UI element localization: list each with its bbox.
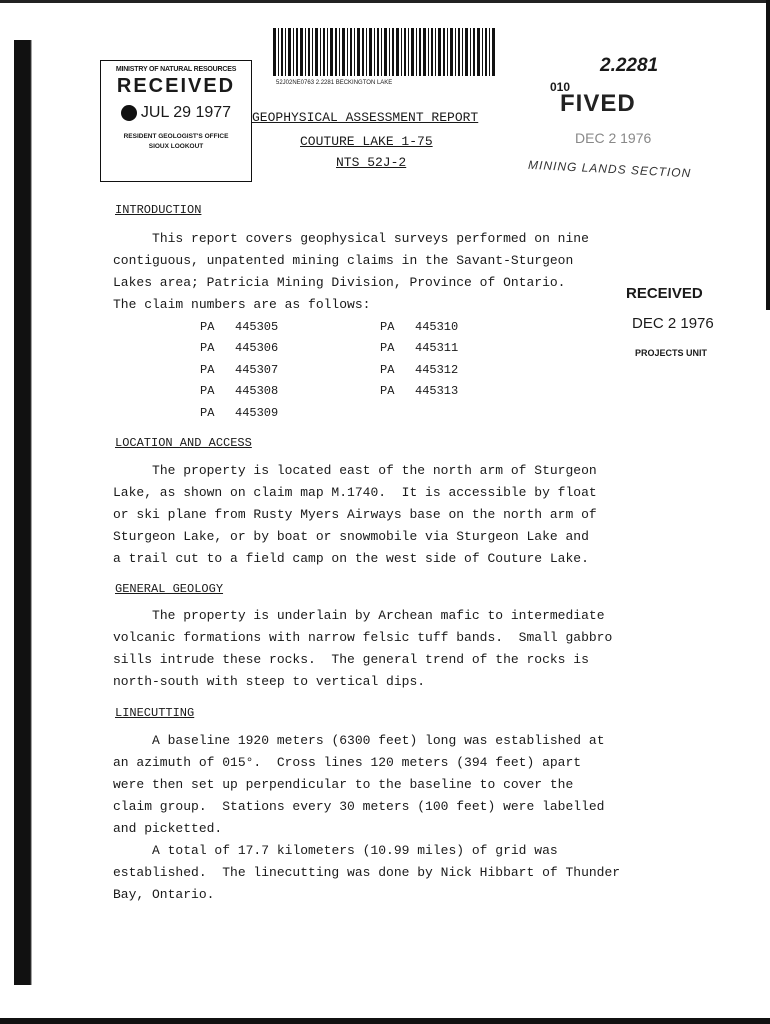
claim-number: 445310 — [415, 319, 459, 334]
claim-number: 445306 — [235, 341, 279, 356]
stamp-date-row — [101, 104, 251, 122]
claim-item — [380, 320, 560, 334]
received-stamp-3-date: DEC 2 1976 — [632, 315, 714, 332]
geology-text: The property is underlain by Archean mafic to intermediate volcanic formations with narrow felsic tuff bands. Small gabbro sills intrude these rocks. The general trend of the rocks is north-south with steep to vertical dips. — [113, 608, 613, 689]
received-stamp-2: FIVED — [560, 90, 636, 117]
mining-lands-section-stamp: MINING LANDS SECTION — [527, 157, 692, 181]
claim-number: 445305 — [235, 319, 279, 334]
claim-item — [380, 341, 560, 355]
stamp-office-line2: SIOUX LOOKOUT — [148, 143, 204, 150]
stamp-code: 010 — [550, 80, 571, 94]
linecutting-text: A baseline 1920 meters (6300 feet) long was established at an azimuth of 015°. Cross lines 120 meters (394 feet) apart were then set up perpendicular to the baseline to cover the claim group. Stations every 30 meters (100 feet) were labelled and picketted. A total of 17.7 kilometers (10.99 miles) of grid was established. The linecutting was done by Nick Hibbart of Thunder Bay, Ontario. — [113, 733, 621, 902]
claim-prefix: PA — [380, 384, 395, 399]
geology-heading: GENERAL GEOLOGY — [115, 582, 224, 596]
claim-number: 445313 — [415, 384, 459, 399]
claim-number: 445307 — [235, 362, 279, 377]
claim-list — [200, 316, 560, 424]
claim-prefix: PA — [380, 341, 395, 356]
stamp-office-line1: RESIDENT GEOLOGIST'S OFFICE — [123, 133, 229, 140]
claim-prefix: PA — [380, 319, 395, 334]
claim-number: 445309 — [235, 405, 279, 420]
claim-prefix: PA — [200, 405, 215, 420]
stamp-received-title: RECEIVED — [116, 75, 236, 97]
claim-row — [200, 381, 560, 403]
linecutting-heading: LINECUTTING — [115, 706, 195, 720]
file-number: 2.2281 — [600, 55, 659, 76]
report-subtitle: COUTURE LAKE 1-75 — [300, 134, 433, 149]
claim-prefix: PA — [200, 319, 215, 334]
claim-item — [380, 384, 560, 398]
claim-item — [200, 384, 380, 398]
introduction-heading: INTRODUCTION — [115, 203, 202, 217]
claim-item — [200, 406, 412, 420]
claim-row — [200, 316, 560, 338]
claim-item — [200, 341, 380, 355]
received-stamp-2-date: DEC 2 1976 — [575, 130, 652, 146]
stamp-office — [101, 132, 251, 152]
stamp-dot-icon — [121, 105, 137, 121]
claim-prefix: PA — [200, 341, 215, 356]
scan-border-top — [0, 0, 770, 3]
claim-number: 445308 — [235, 384, 279, 399]
scan-border-right — [766, 0, 770, 310]
barcode — [273, 28, 495, 76]
claim-prefix: PA — [200, 362, 215, 377]
introduction-text: This report covers geophysical surveys performed on nine contiguous, unpatented mining claims in the Savant-Sturgeon Lakes area; Patricia Mining Division, Province of Ontario. The claim numbers are as follows: — [113, 231, 589, 312]
claim-item — [380, 363, 560, 377]
claim-item — [200, 363, 380, 377]
claim-row — [200, 402, 560, 424]
claim-row — [200, 338, 560, 360]
scan-border-left — [0, 40, 32, 985]
report-nts: NTS 52J-2 — [336, 155, 407, 170]
claim-prefix: PA — [380, 362, 395, 377]
stamp-date: JUL 29 1977 — [140, 104, 232, 121]
claim-prefix: PA — [200, 384, 215, 399]
location-heading: LOCATION AND ACCESS — [115, 436, 252, 450]
projects-unit-stamp: PROJECTS UNIT — [635, 348, 708, 358]
stamp-ministry: MINISTRY OF NATURAL RESOURCES — [115, 66, 237, 73]
location-text: The property is located east of the north arm of Sturgeon Lake, as shown on claim map M.1740. It is accessible by float or ski plane from Rusty Myers Airways base on the north arm of Sturgeon Lake, or by boat or snowmobile via Sturgeon Lake and a trail cut to a field camp on the west side of Couture Lake. — [113, 463, 597, 566]
scan-border-bottom — [0, 1018, 770, 1024]
report-title: GEOPHYSICAL ASSESSMENT REPORT — [252, 110, 479, 125]
received-stamp — [100, 60, 252, 182]
claim-item — [200, 320, 380, 334]
claim-row — [200, 359, 560, 381]
claim-number: 445312 — [415, 362, 459, 377]
barcode-caption: 52J02NE0763 2.2281 BECKINGTON LAKE — [276, 80, 393, 86]
claim-number: 445311 — [415, 341, 459, 356]
received-stamp-3: RECEIVED — [626, 285, 703, 302]
